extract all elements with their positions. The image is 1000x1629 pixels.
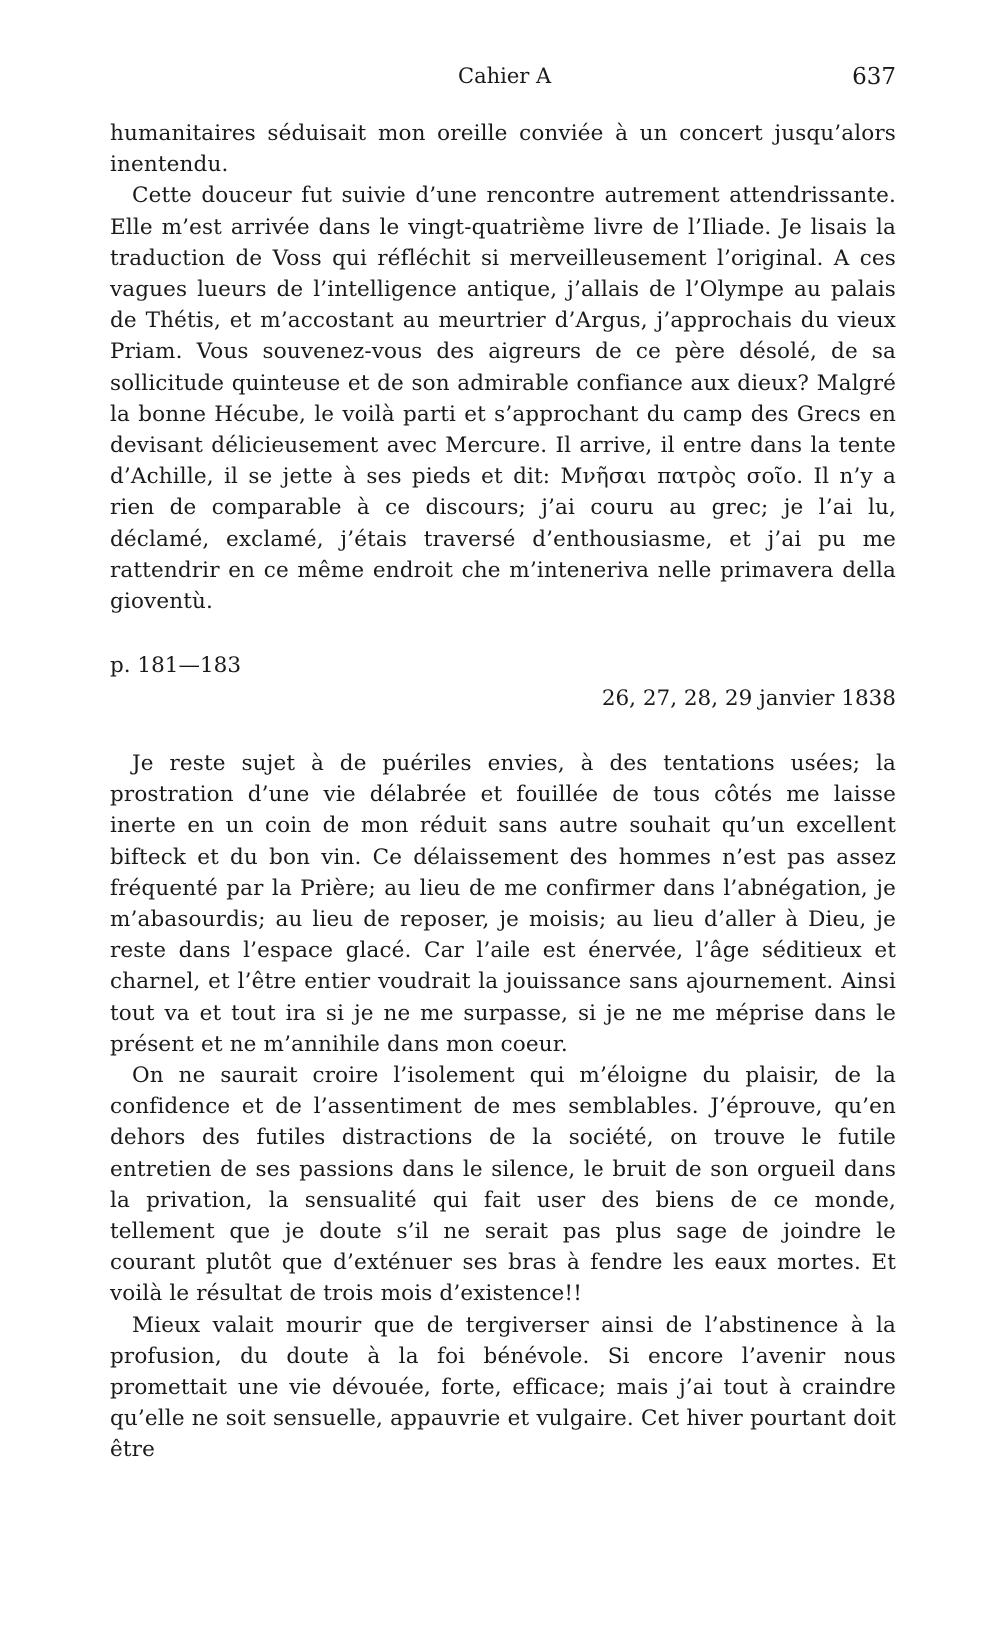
paragraph: Cette douceur fut suivie d’une rencontre autrement attendrissante. Elle m’est arrivée dans le vingt-quatrième livre de l’Iliade. Je lisais la traduction de Voss qui réfléchit si merveilleusement l’original. A ces vagues lueurs de l’intelligence antique, j’allais de l’Olympe au palais de Thétis, et m’accostant au meurtrier d’Argus, j’approchais du vieux Priam. Vous souvenez-vous des aigreurs de ce père désolé, de sa sollicitude quinteuse et de son admirable confiance aux dieux? Malgré la bonne Hécube, le voilà parti et s’approchant du camp des Grecs en devisant délicieusement avec Mercure. Il arrive, il entre dans la tente d’Achille, il se jette à ses pieds et dit: Μνῆσαι πατρὸς σοῖο. Il n’y a rien de comparable à ce discours; j’ai couru au grec; je l’ai lu, déclamé, exclamé, j’étais traversé d’enthousiasme, et j’ai pu me rattendrir en ce même endroit che m’inteneriva nelle primavera della gioventù. [110, 183, 896, 615]
paragraph: Mieux valait mourir que de tergiverser ainsi de l’abstinence à la profusion, du doute à la foi bénévole. Si encore l’avenir nous promettait une vie dévouée, forte, efficace; mais j’ai tout à craindre qu’elle ne soit sensuelle, appauvrie et vulgaire. Cet hiver pourtant doit être [110, 1312, 896, 1463]
running-title: Cahier A [458, 64, 552, 88]
section-page-reference: p. 181—183 [110, 653, 242, 678]
page-number: 637 [852, 64, 896, 90]
paragraph: humanitaires séduisait mon oreille conviée à un concert jusqu’alors inentendu. [110, 121, 896, 178]
running-header [110, 60, 896, 92]
paragraph: Je reste sujet à de puériles envies, à des tentations usées; la prostration d’une vie délabrée et fouillée de tous côtés me laisse inerte en un coin de mon réduit sans autre souhait qu’un excellent bifteck et du bon vin. Ce délaissement des hommes n’est pas assez fréquenté par la Prière; au lieu de me confirmer dans l’abnégation, je m’abasourdis; au lieu de reposer, je moisis; au lieu d’aller à Dieu, je reste dans l’espace glacé. Car l’aile est énervée, l’âge séditieux et charnel, et l’être entier voudrait la jouissance sans ajournement. Ainsi tout va et tout ira si je ne me surpasse, si je ne me méprise dans le présent et ne m’annihile dans mon coeur. [110, 751, 896, 1057]
paragraph: On ne saurait croire l’isolement qui m’éloigne du plaisir, de la confidence et de l’assentiment de mes semblables. J’éprouve, qu’en dehors des futiles distractions de la société, on trouve le futile entretien de ses passions dans le silence, le bruit de son orgueil dans la privation, la sensualité qui fait user des biens de ce monde, tellement que je doute s’il ne serait pas plus sage de joindre le courant plutôt que d’exténuer ses bras à fendre les eaux mortes. Et voilà le résultat de trois mois d’existence!! [110, 1063, 896, 1307]
section-date: 26, 27, 28, 29 janvier 1838 [601, 686, 896, 711]
text-block-continuation [110, 118, 896, 617]
text-block-entry [110, 748, 896, 1466]
